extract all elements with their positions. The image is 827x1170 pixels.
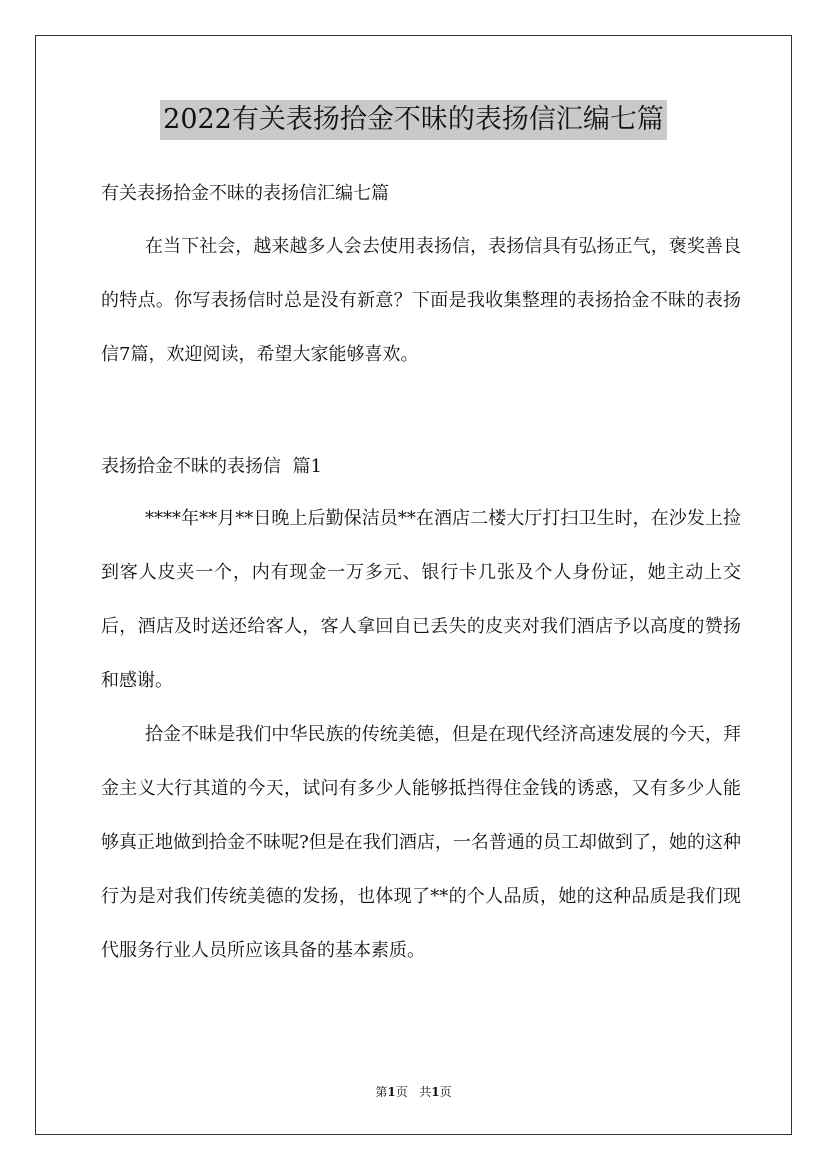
footer-page-number: 1 <box>387 1085 396 1099</box>
body-paragraph-2: 拾金不昧是我们中华民族的传统美德，但是在现代经济高速发展的今天，拜金主义大行其道的今天，试问有多少人能够抵挡得住金钱的诱惑，又有多少人能够真正地做到拾金不昧呢?但是在我们酒店，一名普通的员工却做到了，她的这种行为是对我们传统美德的发扬，也体现了**的个人品质，她的这种品质是我们现代服务行业人员所应该具备的基本素质。 <box>101 724 741 961</box>
document-subtitle: 有关表扬拾金不昧的表扬信汇编七篇 <box>101 183 389 204</box>
section-heading: 表扬拾金不昧的表扬信 篇1 <box>101 456 322 477</box>
document-title: 2022有关表扬拾金不昧的表扬信汇编七篇 <box>160 100 667 140</box>
footer-page-suffix: 页 <box>395 1085 408 1099</box>
body-paragraph-1: ****年**月**日晚上后勤保洁员**在酒店二楼大厅打扫卫生时，在沙发上捡到客人皮夹一个，内有现金一万多元、银行卡几张及个人身份证，她主动上交后，酒店及时送还给客人，客人拿回自已丢失的皮夹对我们酒店予以高度的赞扬和感谢。 <box>101 508 741 691</box>
title-container <box>0 100 827 140</box>
footer-total-suffix: 页 <box>439 1085 452 1099</box>
page-footer <box>0 1083 827 1100</box>
footer-page-prefix: 第 <box>375 1085 388 1099</box>
footer-total-prefix: 共 <box>419 1085 432 1099</box>
section-body <box>101 492 741 978</box>
intro-paragraph: 在当下社会，越来越多人会去使用表扬信，表扬信具有弘扬正气，褒奖善良的特点。你写表扬信时总是没有新意？下面是我收集整理的表扬拾金不昧的表扬信7篇，欢迎阅读，希望大家能够喜欢。 <box>101 236 741 365</box>
footer-total-number: 1 <box>431 1085 440 1099</box>
